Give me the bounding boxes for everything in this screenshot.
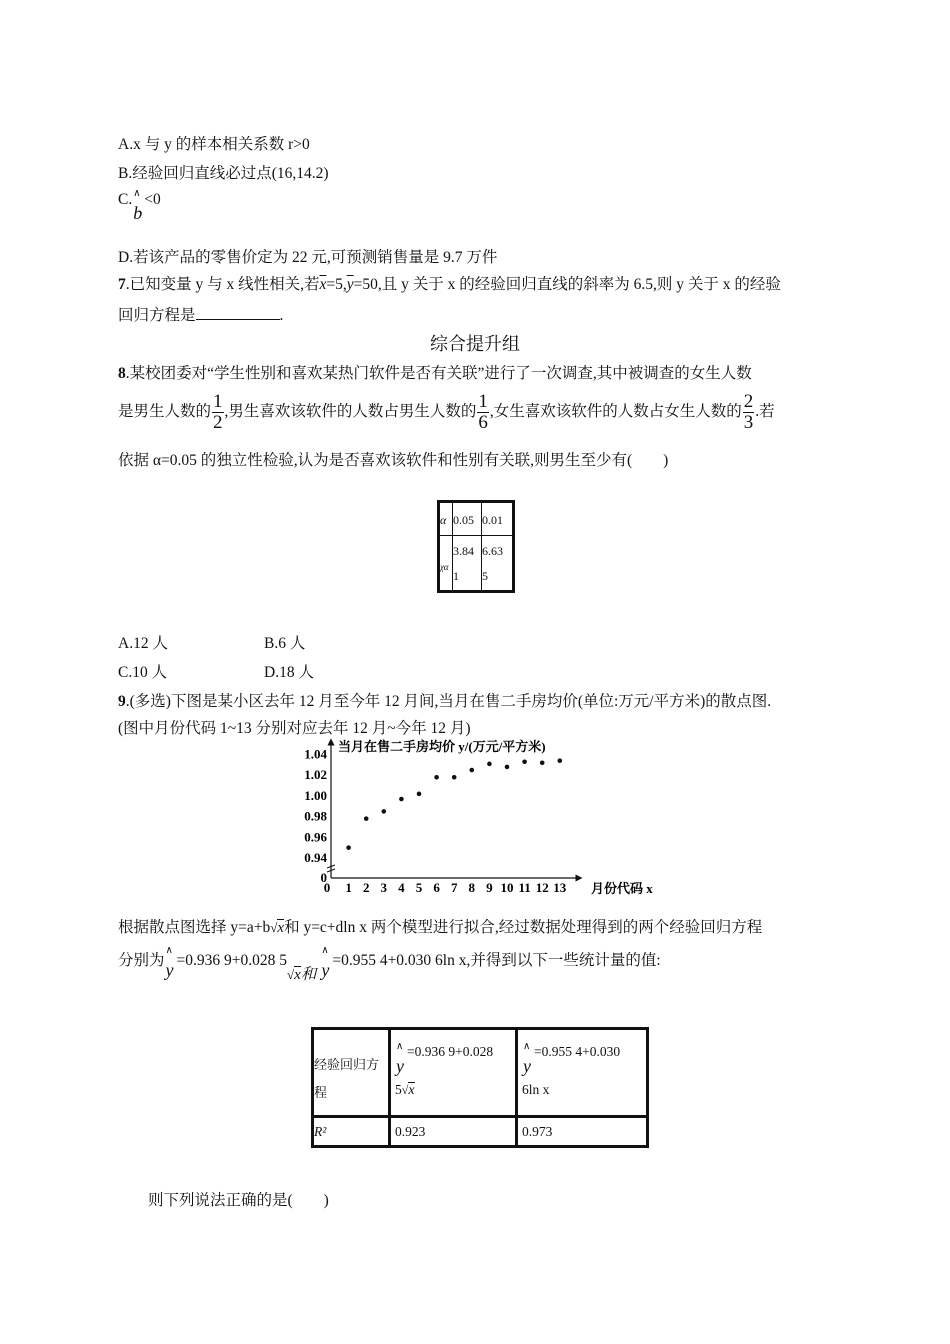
x-axis-label: 月份代码 x	[591, 881, 653, 896]
scatter-point	[505, 765, 510, 770]
alpha-001: 0.01	[482, 502, 514, 536]
q9-text4d: =0.955 4+0.030 6ln x,并得到以下一些统计量的值:	[332, 952, 661, 969]
q9-text1: .(多选)下图是某小区去年 12 月至今年 12 月间,当月在售二手房均价(单位:万元/平方米)的散点图.	[125, 693, 772, 710]
q9-number: 9	[118, 693, 126, 710]
y-tick-label: 1.02	[304, 767, 327, 783]
y-tick-label: 1.00	[304, 787, 327, 803]
scatter-point	[487, 762, 492, 767]
x-tick-label: 8	[468, 880, 476, 895]
y-tick-label: 0	[320, 870, 327, 885]
r2-value-1: 0.923	[390, 1117, 517, 1147]
q8-option-b: B.6 人	[264, 635, 306, 652]
scatter-point	[452, 775, 457, 780]
scatter-point	[540, 760, 545, 765]
fit-stats-table	[311, 1027, 649, 1148]
x-tick-label: 13	[553, 880, 567, 895]
q8-option-c: C.10 人	[118, 664, 168, 681]
alpha-header: α	[439, 502, 453, 536]
scatter-point	[434, 775, 439, 780]
q8-text1: .某校团委对“学生性别和喜欢某热门软件是否有关联”进行了一次调查,其中被调查的女生人数	[125, 365, 752, 382]
scatter-point	[558, 758, 563, 763]
y-tick-label: 0.94	[304, 850, 327, 865]
option-c-suffix: <0	[144, 191, 161, 208]
q9-text3b: 和 y=c+dln x 两个模型进行拟合,经过数据处理得到的两个经验回归方程	[284, 919, 763, 936]
q9-text4b: =0.936 9+0.028 5	[176, 952, 287, 969]
q8-number: 8	[118, 365, 126, 382]
q8-option-d: D.18 人	[264, 664, 314, 681]
r2-value-2: 0.973	[517, 1117, 648, 1147]
q8-option-a: A.12 人	[118, 635, 168, 652]
fraction-two-thirds: $\frac{2}{3}$	[743, 391, 754, 433]
x-tick-label: 9	[486, 880, 493, 895]
q8-text2b: ,男生喜欢该软件的人数占男生人数的	[224, 403, 477, 421]
q7-text: .已知变量 y 与 x 线性相关,若	[125, 276, 320, 293]
q8-line1	[118, 361, 752, 383]
x-tick-label: 3	[380, 880, 388, 895]
alpha-005: 0.05	[453, 502, 482, 536]
sqrt-x: √x	[270, 920, 285, 936]
q7-number: 7	[118, 276, 126, 293]
y-tick-label: 0.98	[304, 808, 327, 824]
answer-blank	[196, 305, 280, 320]
chart-title: 当月在售二手房均价 y/(万元/平方米)	[338, 739, 546, 754]
q7-eq1: =5,	[326, 276, 347, 293]
x-tick-label: 5	[415, 880, 423, 895]
fit-head: 经验回归方程	[313, 1029, 390, 1117]
q9-text4a: 分别为	[118, 952, 165, 969]
x-tick-label: 4	[398, 880, 405, 895]
option-c: C. ∧ b <0	[118, 188, 161, 223]
q7-text2: 回归方程是	[118, 307, 196, 324]
q8-text2c: ,女生喜欢该软件的人数占女生人数的	[489, 403, 742, 421]
x-bar: $\overline{x}$	[319, 276, 327, 293]
y-tick-label: 0.96	[304, 829, 327, 845]
fit-model-2: ∧ y =0.955 4+0.030 6ln x	[517, 1029, 648, 1117]
scatter-point	[470, 768, 475, 773]
q9-line2: (图中月份代码 1~13 分别对应去年 12 月~今年 12 月)	[118, 720, 471, 737]
scatter-point	[522, 759, 527, 764]
q9-line4: 分别为 ∧ y =0.936 9+0.028 $5_{√x}$和 ∧ y =0.955 4+0.030 6ln x,并得到以下一些统计量的值:	[118, 945, 661, 983]
q7-eq2: =50,且 y 关于 x 的经验回归直线的斜率为 6.5,则 y 关于 x 的经验	[353, 276, 781, 293]
x-tick-label: 12	[535, 880, 549, 895]
q9-and: 和	[300, 966, 317, 983]
y-hat-1: y	[165, 960, 174, 980]
q7-end: .	[279, 307, 284, 324]
q9-line1	[118, 689, 771, 711]
sqrt-x-2: √x	[287, 967, 301, 983]
q8-text2a: 是男生人数的	[118, 403, 212, 421]
q7-line2	[118, 303, 283, 325]
chi-header: χα	[439, 536, 453, 592]
scatter-point	[364, 816, 369, 821]
critical-value-table	[437, 500, 515, 593]
scatter-point	[399, 797, 404, 802]
option-c-prefix: C.	[118, 191, 133, 208]
b-hat: b	[133, 203, 143, 223]
y-bar: $\overline{y}$	[346, 276, 354, 293]
section-title: 综合提升组	[430, 334, 520, 355]
q8-line2	[118, 392, 775, 433]
chi-value-2: 6.63 5	[482, 536, 514, 592]
q8-line3: 依据 α=0.05 的独立性检验,认为是否喜欢该软件和性别有关联,则男生至少有( )	[118, 452, 669, 469]
fraction-half: $\frac{1}{2}$	[213, 391, 223, 433]
scatter-point	[382, 809, 387, 814]
scatter-point	[346, 845, 351, 850]
q7-line1	[118, 272, 781, 294]
scatter-point	[417, 792, 422, 797]
q8-text2d: .若	[755, 403, 775, 421]
scatter-chart	[296, 738, 656, 898]
x-tick-label: 0	[323, 880, 331, 895]
x-tick-label: 1	[345, 880, 352, 895]
x-tick-label: 10	[500, 880, 514, 895]
x-tick-label: 11	[518, 880, 531, 895]
q9-tail: 则下列说法正确的是( )	[148, 1192, 329, 1209]
fraction-sixth: $\frac{1}{6}$	[478, 391, 488, 433]
option-d: D.若该产品的零售价定为 22 元,可预测销售量是 9.7 万件	[118, 249, 498, 266]
option-a: A.x 与 y 的样本相关系数 r>0	[118, 136, 310, 153]
x-tick-label: 2	[362, 880, 370, 895]
q9-text3a: 根据散点图选择 y=a+b	[118, 919, 271, 936]
q9-line3	[118, 915, 762, 937]
fit-model-1: ∧ y =0.936 9+0.028 5√x	[390, 1029, 517, 1117]
r2-label: R²	[313, 1117, 390, 1147]
x-tick-label: 7	[450, 880, 458, 895]
x-tick-label: 6	[433, 880, 440, 895]
chi-value-1: 3.84 1	[453, 536, 482, 592]
y-hat-2: y	[321, 960, 330, 980]
y-tick-label: 1.04	[304, 746, 327, 762]
option-b: B.经验回归直线必过点(16,14.2)	[118, 165, 329, 182]
